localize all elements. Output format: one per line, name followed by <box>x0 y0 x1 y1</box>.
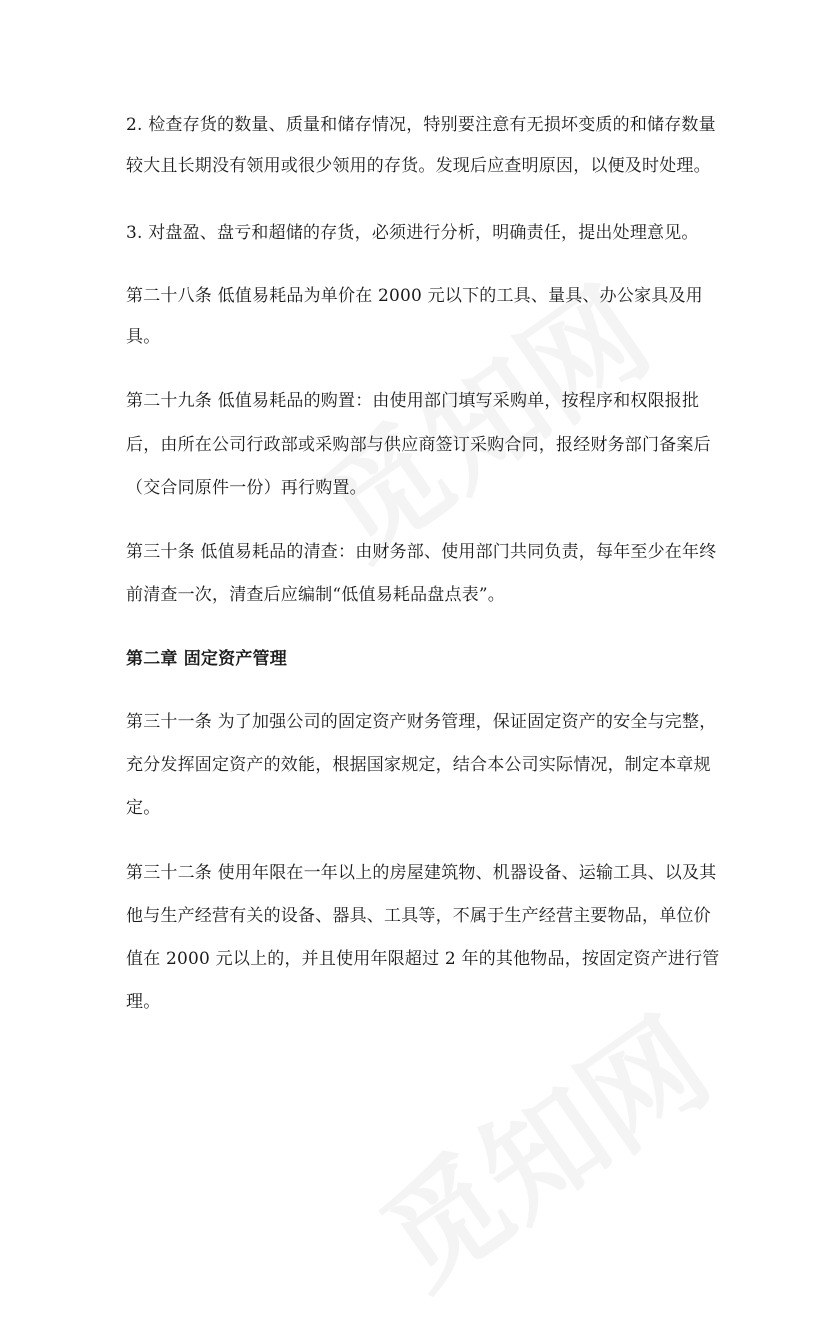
text-line: 后，由所在公司行政部或采购部与供应商签订采购合同，报经财务部门备案后 <box>126 435 711 455</box>
watermark-bottom <box>343 972 737 1319</box>
text-line: 较大且长期没有领用或很少领用的存货。发现后应查明原因，以便及时处理。 <box>126 156 711 176</box>
text-line: 定。 <box>126 798 161 818</box>
text-line: 第三十二条 使用年限在一年以上的房屋建筑物、机器设备、运输工具、以及其 <box>126 863 717 883</box>
text-line: 他与生产经营有关的设备、器具、工具等，不属于生产经营主要物品，单位价 <box>126 906 711 926</box>
text-line: 值在 2000 元以上的，并且使用年限超过 2 年的其他物品，按固定资产进行管 <box>126 949 720 969</box>
text-line: （交合同原件一份）再行购置。 <box>126 478 367 498</box>
text-line: 第二十八条 低值易耗品为单价在 2000 元以下的工具、量具、办公家具及用 <box>126 286 703 306</box>
text-line: 2. 检查存货的数量、质量和储存情况，特别要注意有无损坏变质的和储存数量 <box>126 115 716 135</box>
text-line: 3. 对盘盈、盘亏和超储的存货，必须进行分析，明确责任，提出处理意见。 <box>126 223 699 243</box>
text-line: 充分发挥固定资产的效能，根据国家规定，结合本公司实际情况，制定本章规 <box>126 755 711 775</box>
text-line: 第三十一条 为了加强公司的固定资产财务管理，保证固定资产的安全与完整， <box>126 712 717 732</box>
text-line: 前清查一次，清查后应编制“低值易耗品盘点表”。 <box>126 585 505 605</box>
text-line: 第三十条 低值易耗品的清查：由财务部、使用部门共同负责，每年至少在年终 <box>126 542 717 562</box>
text-line: 第二十九条 低值易耗品的购置：由使用部门填写采购单，按程序和权限报批 <box>126 391 700 411</box>
text-line: 理。 <box>126 992 161 1012</box>
text-line: 具。 <box>126 327 161 347</box>
chapter-heading: 第二章 固定资产管理 <box>126 649 287 669</box>
